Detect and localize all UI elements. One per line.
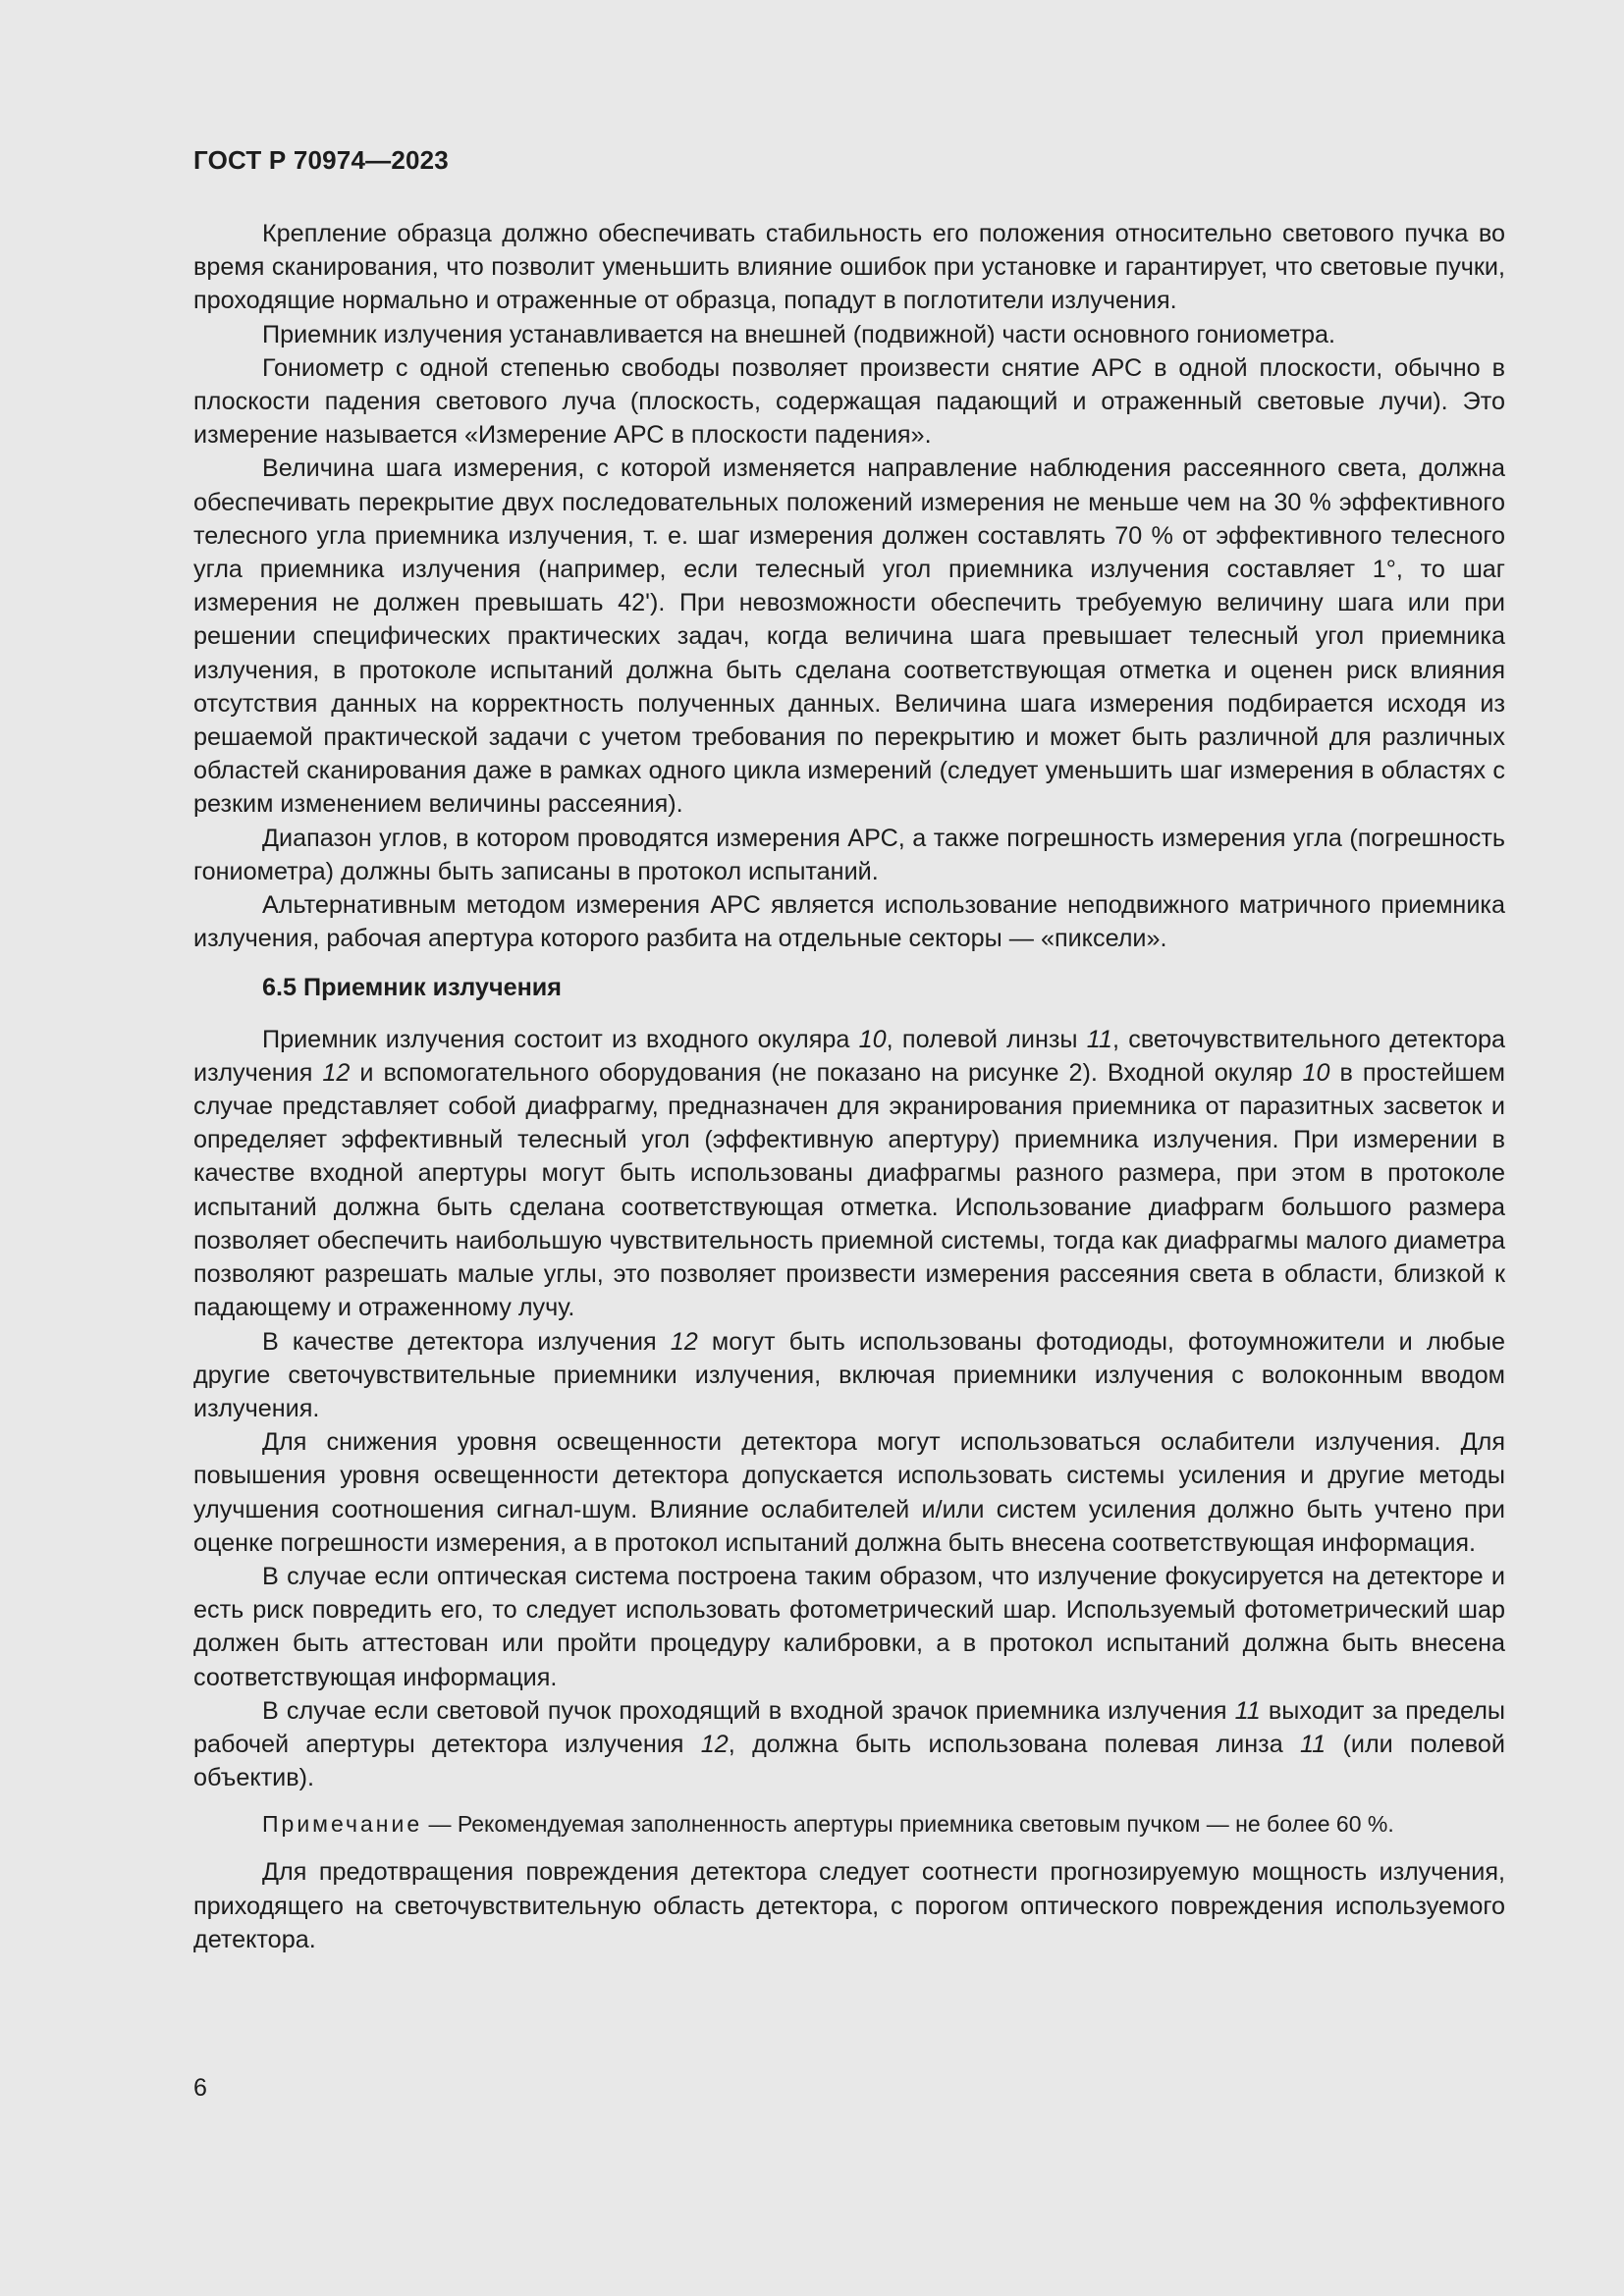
reference-number: 12 <box>670 1327 698 1356</box>
paragraph-goniometer: Гониометр с одной степенью свободы позволяет произвести снятие АРС в одной плоскости, обычно в плоскости падения светового луча (плоскость, содержащая падающий и отраженный световые лучи). Это измерение называется «Измерение АРС в плоскости падения». <box>193 353 1505 450</box>
reference-number: 12 <box>700 1730 729 1758</box>
reference-number: 10 <box>858 1025 887 1053</box>
text-fragment: , полевой линзы <box>886 1025 1087 1053</box>
paragraph-field-lens <box>193 1694 1505 1795</box>
reference-number: 11 <box>1300 1730 1326 1758</box>
paragraph-receiver-position: Приемник излучения устанавливается на внешней (подвижной) части основного гониометра. <box>262 320 1335 348</box>
note-text: — Рекомендуемая заполненность апертуры приемника световым пучком — не более 60 %. <box>422 1811 1394 1838</box>
text-fragment: Приемник излучения состоит из входного окуляра <box>262 1025 859 1053</box>
note <box>193 1808 1505 1840</box>
paragraph-attenuators: Для снижения уровня освещенности детектора могут использоваться ослабители излучения. Для повышения уровня освещенности детектора допускается использовать системы усиления и другие методы улучшения соотношения сигнал-шум. Влияние ослабителей и/или систем усиления должно быть учтено при оценке погрешности измерения, а в протокол испытаний должна быть внесена соответствующая информация. <box>193 1428 1505 1557</box>
paragraph-photometric-sphere: В случае если оптическая система построена таким образом, что излучение фокусируется на детекторе и есть риск повредить его, то следует использовать фотометрический шар. Используемый фотометрический шар должен быть аттестован или пройти процедуру калибровки, а в протокол испытаний должна быть внесена соответствующая информация. <box>193 1562 1505 1691</box>
text-fragment: выходит за пределы рабочей апертуры детектора излучения <box>193 1696 1505 1758</box>
paragraph-angle-range: Диапазон углов, в котором проводятся измерения АРС, а также погрешность измерения угла (погрешность гониометра) должны быть записаны в протокол испытаний. <box>193 824 1505 885</box>
text-fragment: , светочувствительного детектора излучения <box>193 1025 1505 1087</box>
reference-number: 12 <box>322 1058 351 1087</box>
page-number: 6 <box>193 2074 207 2102</box>
text-fragment: В случае если световой пучок проходящий в входной зрачок приемника излучения <box>262 1696 1235 1725</box>
paragraph-alternative-method: Альтернативным методом измерения АРС является использование неподвижного матричного приемника излучения, рабочая апертура которого разбита на отдельные секторы — «пиксели». <box>193 891 1505 953</box>
paragraph-receiver-composition <box>193 1023 1505 1325</box>
text-fragment: , должна быть использована полевая линза <box>728 1730 1301 1758</box>
text-fragment: могут быть использованы фотодиоды, фотоумножители и любые другие светочувствительные приемники излучения, включая приемники излучения с волоконным вводом излучения. <box>193 1327 1505 1422</box>
text-fragment: (или полевой объектив). <box>193 1730 1505 1792</box>
note-label: Примечание <box>262 1811 423 1838</box>
paragraph-sample-mount: Крепление образца должно обеспечивать стабильность его положения относительно светового пучка во время сканирования, что позволит уменьшить влияние ошибок при установке и гарантирует, что световые пучки, проходящие нормально и отраженные от образца, попадут в поглотители излучения. <box>193 220 1505 315</box>
paragraph-step-size: Величина шага измерения, с которой изменяется направление наблюдения рассеянного света, должна обеспечивать перекрытие двух последовательных положений измерения не меньше чем на 30 % эффективного телесного угла приемника излучения, т. е. шаг измерения должен составлять 70 % от эффективного телесного угла приемника излучения (например, если телесный угол приемника излучения составляет 1°, то шаг измерения не должен превышать 42'). При невозможности обеспечить требуемую величину шага или при решении специфических практических задач, когда величина шага превышает телесный угол приемника излучения, в протоколе испытаний должна быть сделана соответствующая отметка и оценен риск влияния отсутствия данных на корректность полученных данных. Величина шага измерения подбирается исходя из решаемой практической задачи с учетом требования по перекрытию и может быть различной для различных областей сканирования даже в рамках одного цикла измерений (следует уменьшить шаг измерения в областях с резким изменением величины рассеяния). <box>193 454 1505 819</box>
text-fragment: в простейшем случае представляет собой диафрагму, предназначен для экранирования приемника от паразитных засветок и определяет эффективный телесный угол (эффективную апертуру) приемника излучения. При измерении в качестве входной апертуры могут быть использованы диафрагмы разного размера, при этом в протоколе испытаний должна быть сделана соответствующая отметка. Использование диафрагм большого размера позволяет обеспечить наибольшую чувствительность приемной системы, тогда как диафрагмы малого диаметра позволяют разрешать малые углы, это позволяет произвести измерения рассеяния света в области, близкой к падающему и отраженному лучу. <box>193 1058 1505 1322</box>
section-title: 6.5 Приемник излучения <box>262 974 562 1002</box>
reference-number: 11 <box>1234 1696 1261 1725</box>
reference-number: 10 <box>1302 1058 1330 1087</box>
text-fragment: и вспомогательного оборудования (не показано на рисунке 2). Входной окуляр <box>350 1058 1303 1087</box>
document-page <box>193 145 1505 1956</box>
document-code-header: ГОСТ Р 70974—2023 <box>193 145 449 175</box>
paragraph-detector-types <box>193 1325 1505 1426</box>
text-fragment: В качестве детектора излучения <box>262 1327 671 1356</box>
paragraph-damage-prevention: Для предотвращения повреждения детектора следует соотнести прогнозируемую мощность излучения, приходящего на светочувствительную область детектора, с порогом оптического повреждения используемого детектора. <box>193 1858 1505 1953</box>
reference-number: 11 <box>1086 1025 1112 1053</box>
